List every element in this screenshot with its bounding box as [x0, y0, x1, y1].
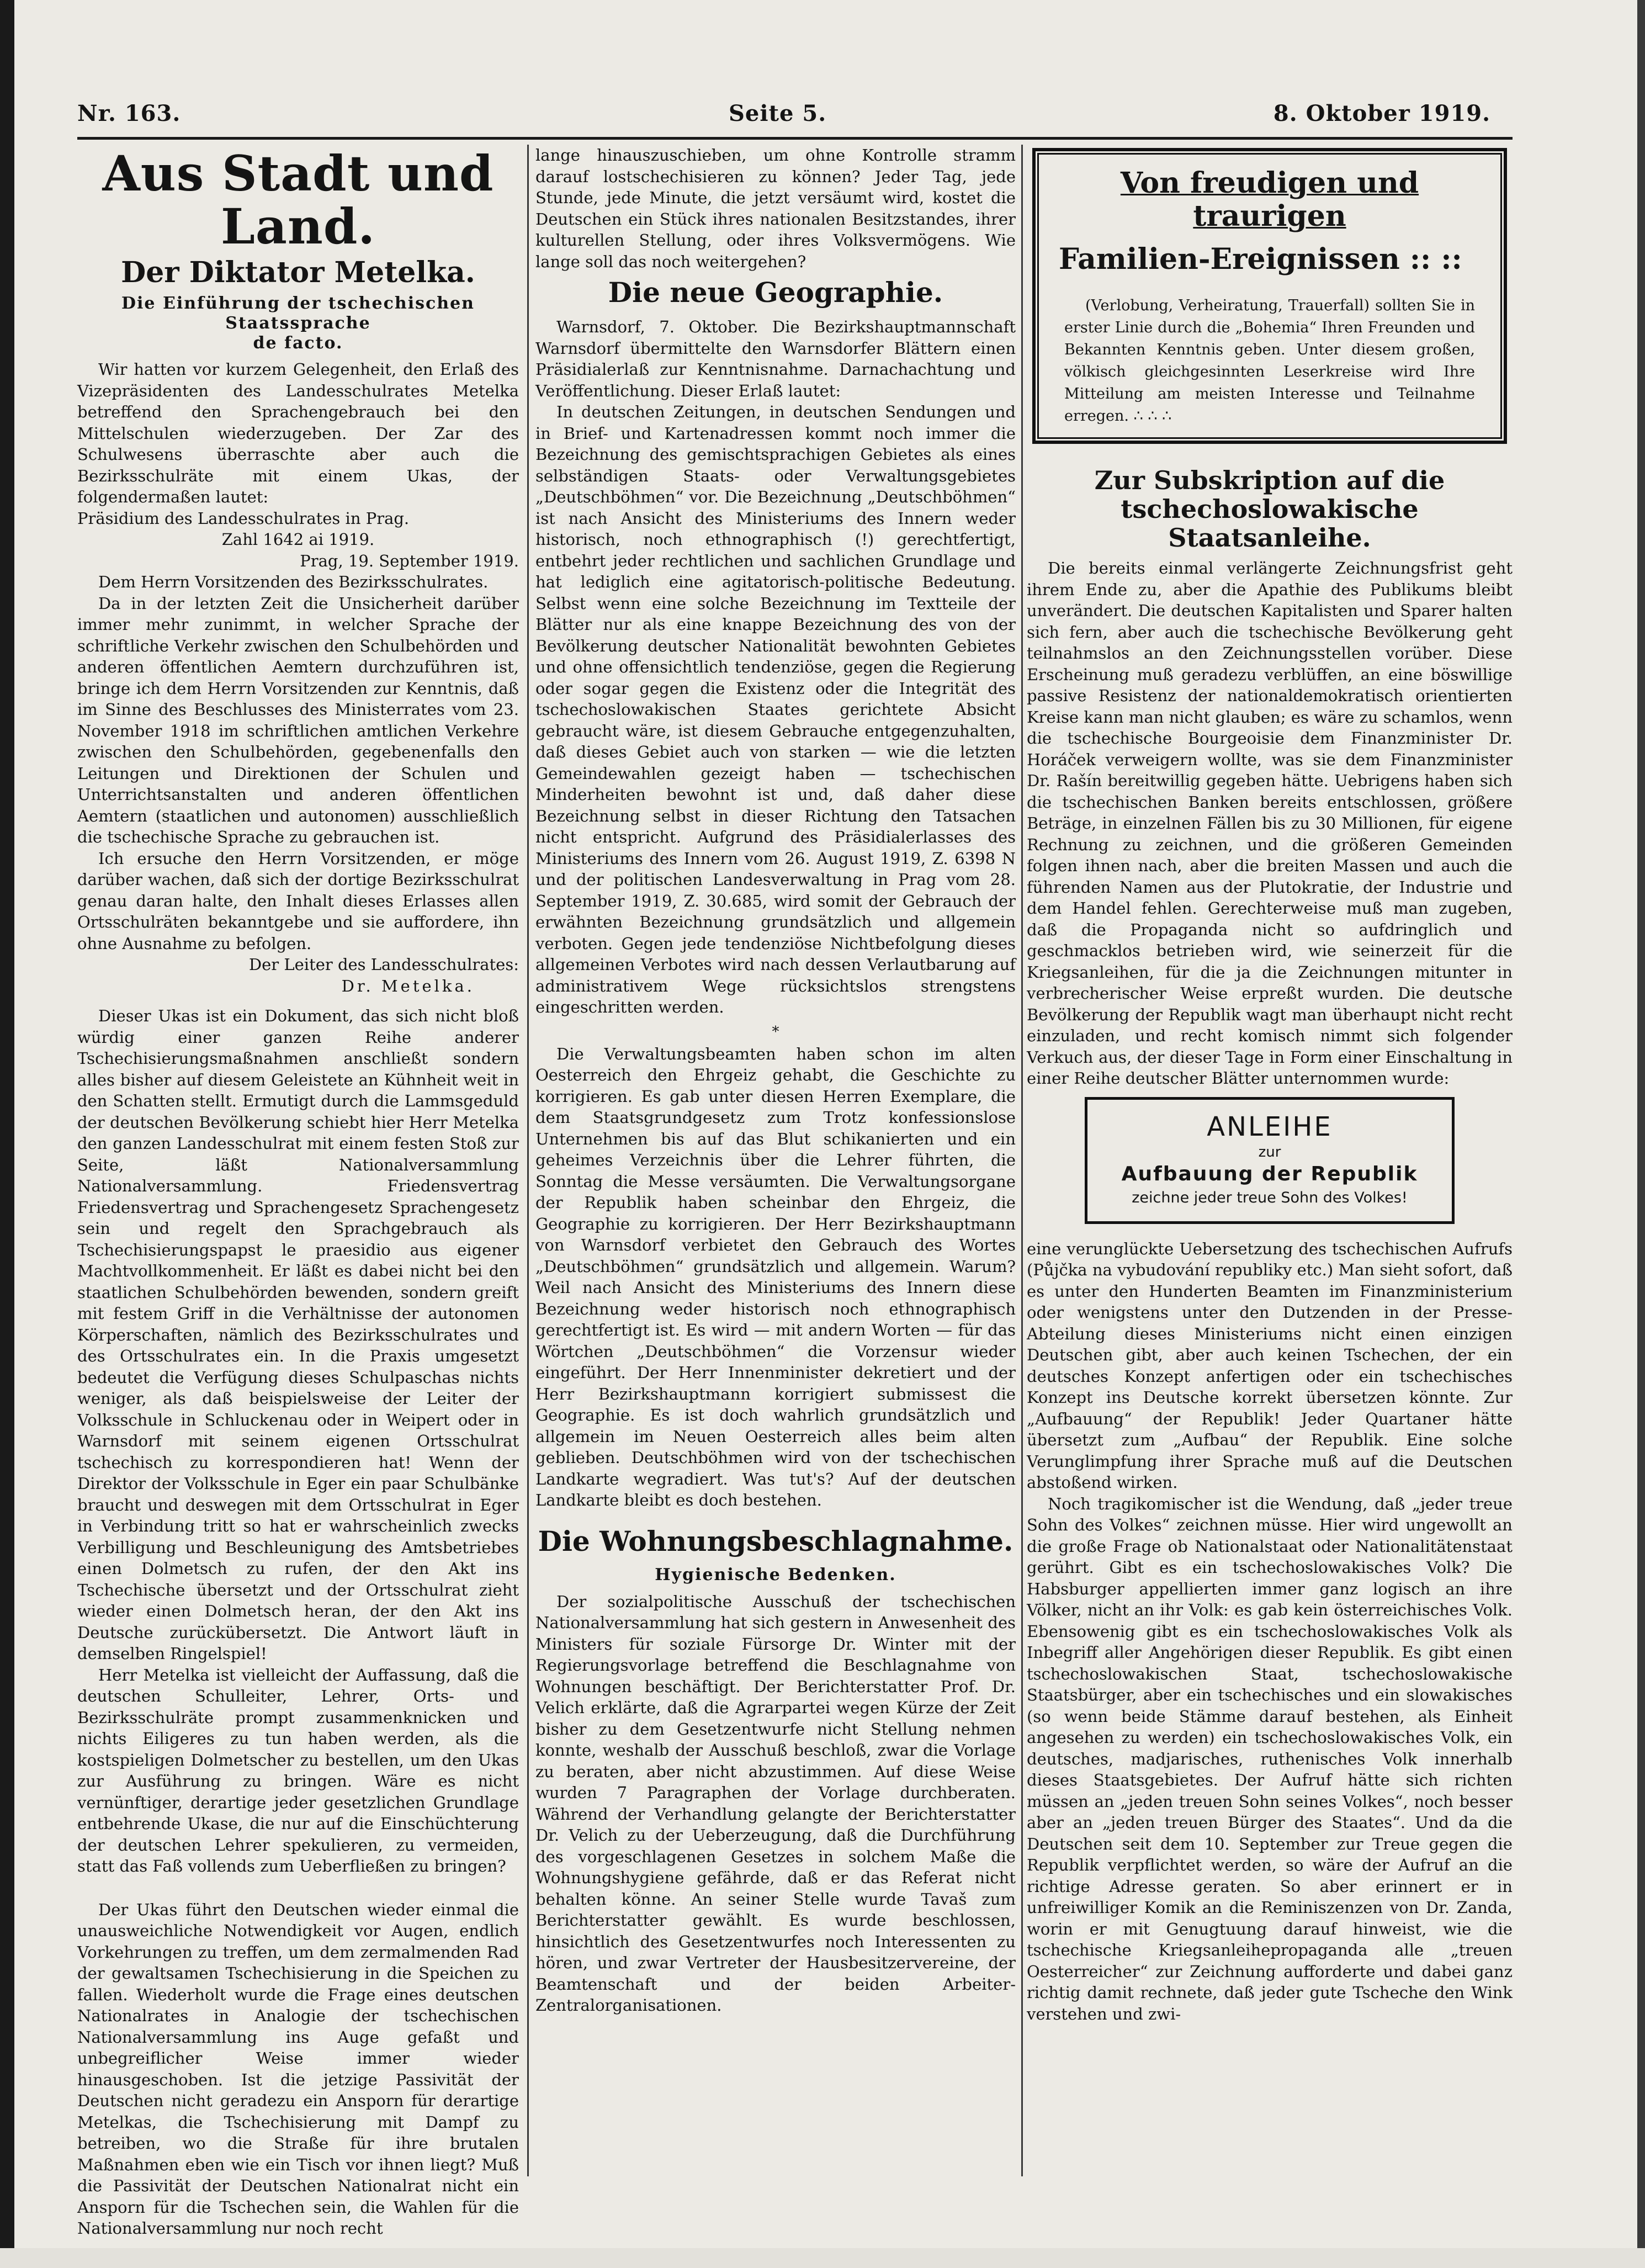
ad-word: zur	[1258, 1143, 1281, 1161]
page-edge-bottom	[0, 2248, 1645, 2268]
family-events-ad	[1032, 148, 1507, 444]
ad-call: zeichne jeder treue Sohn des Volkes!	[1132, 1189, 1408, 1206]
paragraph: eine verunglückte Uebersetzung des tschechischen Aufrufs (Půjčka na vybudování republiky etc.) Man sieht sofort, daß es unter den Hunderten Beamten im Finanzministerium oder wenigstens unter den Dutzenden in der Presse-Abteilung dieses Ministeriums nicht einen einzigen Deutschen gibt, aber auch keinen Tschechen, der ein deutsches Konzept anfertigen oder ein tschechisches Konzept ins Deutsche korrekt übersetzen könnte. Zur „Aufbauung“ der Republik! Jeder Quartaner hätte übersetzt zum „Aufbau“ der Republik. Eine solche Verunglimpfung ihrer Sprache muß auf die Deutschen abstoßend wirken.	[1027, 1239, 1513, 1492]
issue-date: 8. Oktober 1919.	[1273, 100, 1490, 126]
paragraph: In deutschen Zeitungen, in deutschen Sendungen und in Brief- und Kartenadressen kommt noch immer die Bezeichnung des gemischtsprachigen Gebietes als eines selbständigen Staats- oder Verwaltungsgebietes „Deutschböhmen“ vor. Die Bezeichnung „Deutschböhmen“ ist nach Ansicht des Ministeriums des Innern weder historisch, noch ethnographisch (!) gerechtfertigt, entbehrt jeder rechtlichen und sachlichen Grundlage und hat lediglich eine agitatorisch-politische Bedeutung. Selbst wenn eine solche Bezeichnung im Textteile der Blätter nur als eine knappe Bezeichnung des von der Bevölkerung deutscher Nationalität bewohnten Gebietes und ohne offensichtlich tendenziöse, gegen die Regierung oder sogar gegen die Existenz oder die Integrität des tschechoslowakischen Staates gerichtete Absicht gebraucht wäre, ist diesem Gebrauche entgegenzuhalten, daß dieses Gebiet auch von starken — wie die letzten Gemeindewahlen gezeigt haben — tschechischen Minderheiten bewohnt ist und, daß daher diese Bezeichnung selbst in dieser Richtung den Tatsachen nicht entspricht. Aufgrund des Präsidialerlasses des Ministeriums des Innern vom 26. August 1919, Z. 6398 N und der politischen Landesverwaltung in Prag vom 28. September 1919, Z. 30.685, wird somit der Gebrauch der erwähnten Bezeichnung grundsätzlich und allgemein verboten. Gegen jede tendenziöse Nichtbefolgung dieses allgemeinen Verbotes wird nach dessen Verlautbarung auf administrativem Wege rücksichtslos strengstens eingeschritten werden.	[535, 402, 1016, 1016]
signature-name: Dr. Metelka.	[341, 976, 475, 995]
decree-number: Zahl 1642 ai 1919.	[221, 530, 375, 549]
signature-line: Der Leiter des Landesschulrates:	[248, 955, 519, 974]
spacer	[77, 1877, 519, 1899]
page-edge-left	[0, 0, 14, 2268]
ad-text: (Verlobung, Verheiratung, Trauerfall) sollten Sie in erster Linie durch die „Bohemia“ Ihren Freunden und Bekannten Kenntnis geben. Unter diesem großen, völkisch gleichgesinnten Leserkreise wird Ihre Mitteilung am meisten Interesse und Teilnahme erregen. ∴ ∴ ∴	[1064, 297, 1475, 425]
section-title: Aus Stadt und Land.	[102, 145, 494, 255]
issue-number: Nr. 163.	[77, 100, 181, 126]
article-subtitle-2: de facto.	[253, 333, 343, 353]
column-rule-1	[527, 145, 529, 2176]
column-rule-2	[1021, 145, 1023, 2176]
decree-address: Dem Herrn Vorsitzenden des Bezirksschulrates.	[98, 573, 489, 591]
column-1	[77, 145, 519, 2238]
article-subtitle: Hygienische Bedenken.	[655, 1565, 896, 1585]
paragraph: Die Verwaltungsbeamten haben schon im alten Oesterreich den Ehrgeiz gehabt, die Geschichte zu korrigieren. Es gab unter diesen Herren Exemplare, die dem Staatsgrundgesetz zum Trotz konfessionslose Unternehmen bis auf das Blut schikanierten und ein geheimes Verzeichnis über die Lehrer führten, die Sonntag die Messe versäumten. Die Verwaltungsorgane der Republik haben scheinbar den Ehrgeiz, die Geographie zu korrigieren. Der Herr Bezirkshauptmann von Warnsdorf verbietet den Gebrauch des Wortes „Deutschböhmen“ grundsätzlich und allgemein. Warum? Weil nach Ansicht des Ministeriums des Innern diese Bezeichnung weder historisch noch ethnographisch gerechtfertigt ist. Es wird — mit andern Worten — für das Wörtchen „Deutschböhmen“ die Vorzensur wieder eingeführt. Der Herr Innenminister dekretiert und der Herr Bezirkshauptmann korrigiert submissest die Geographie. Es ist doch wahrlich grundsätzlich und allgemein im Neuen Oesterreich alles beim alten geblieben. Deutschböhmen wird von der tschechischen Landkarte wegradiert. Was tut's? Auf der deutschen Landkarte bleibt es doch bestehen.	[535, 1044, 1016, 1509]
page-edge-right	[1637, 0, 1645, 2268]
paragraph: Dieser Ukas ist ein Dokument, das sich nicht bloß würdig einer ganzen Reihe anderer Tschechisierungsmaßnahmen anschließt sondern alles bisher auf diesem Geleistete an Kühnheit weit in den Schatten stellt. Ermutigt durch die Lammsgeduld der deutschen Bevölkerung schiebt hier Herr Metelka den ganzen Landesschulrat mit einem festen Stoß zur Seite, läßt Nationalversammlung Nationalversammlung. Friedensvertrag Friedensvertrag und Sprachengesetz Sprachengesetz sein und regelt den Sprachgebrauch als Tschechisierungspapst le praesidio aus eigener Machtvollkommenheit. Er läßt es dabei nicht bei den staatlichen Schulbehörden bewenden, sondern greift mit festem Griff in die Verhältnisse der autonomen Körperschaften, nämlich des Bezirksschulrates und des Ortsschulrates ein. In die Praxis umgesetzt bedeutet die Verfügung dieses Schulpaschas nichts weniger, als daß beispielsweise der Leiter der Volksschule in Schluckenau oder in Weipert oder in Warnsdorf mit seinem eigenen Ortsschulrat tschechisch zu korrespondieren hat! Wenn der Direktor der Volksschule in Eger ein paar Schulbänke braucht und deswegen mit dem Ortsschulrat in Eger in Verbindung tritt so hat er wahrscheinlich zwecks Verbilligung und Beschleunigung des Amtsbetriebes einen Dolmetsch zu rufen, der den Akt ins Tschechische übersetzt und der Ortsschulrat zieht wieder einen Dolmetsch heran, der den Akt ins Deutsche zurückübersetzt. Die Antwort läuft in demselben Ringelspiel!	[77, 1006, 519, 1663]
column-2	[535, 145, 1016, 2187]
article-title: Die neue Geographie.	[608, 276, 943, 309]
article-subtitle: Die Einführung der tschechischen Staatssprache	[121, 294, 475, 333]
spacer	[77, 997, 519, 1005]
ad-slogan: Aufbauung der Republik	[1121, 1162, 1418, 1185]
paragraph: Noch tragikomischer ist die Wendung, daß „jeder treue Sohn des Volkes“ zeichnen müsse. Hier wird ungewollt an die große Frage ob Nationalstaat oder Nationalitätenstaat gerührt. Gibt es ein tschechoslowakisches Volk? Die Habsburger appellierten immer ganz logisch an ihre Völker, nicht an ihr Volk: es gab kein österreichisches Volk. Ebensowenig gibt es ein tschechoslowakisches Volk als Inbegriff aller Angehörigen dieser Republik. Es gibt einen tschechoslowakischen Staat, tschechoslowakische Staatsbürger, aber ein tschechisches und ein slowakisches (so wenn beide Stämme darauf bestehen, als Einheit angesehen zu werden) ein tschechoslowakisches Volk, ein deutsches, madjarisches, ruthenisches Volk innerhalb dieses Staatsgebietes. Der Aufruf hätte sich richten müssen an „jeden treuen Sohn seines Volkes“, noch besser aber an „jeden treuen Bürger des Staates“. Und da die Deutschen seit dem 10. September zur Treue gegen die Republik verpflichtet werden, so wäre der Aufruf an die richtige Adresse geraten. So aber erinnert er in unfreiwilliger Komik an die Reminiszenzen von Dr. Zanda, worin er mit Genugtuung darauf hinweist, wie die tschechische Kriegsanleihepropaganda alle „treuen Oesterreicher“ zur Zeichnung aufforderte und dabei ganz richtig damit rechnete, daß jeder gute Tscheche den Wink verstehen und zwi-	[1027, 1494, 1513, 2023]
page-header	[77, 100, 1490, 134]
paragraph: Warnsdorf, 7. Oktober. Die Bezirkshauptmannschaft Warnsdorf übermittelte den Warnsdorfer Blättern einen Präsidialerlaß zur Kenntnisnahme. Darnachachtung und Veröffentlichung. Dieser Erlaß lautet:	[535, 317, 1016, 400]
page-number: Seite 5.	[729, 100, 827, 126]
ad-title: Von freudigen und traurigen	[1120, 166, 1419, 233]
paragraph: Herr Metelka ist vielleicht der Auffassung, daß die deutschen Schulleiter, Lehrer, Orts- und Bezirksschulräte prompt zusammenknicken und nichts Eiligeres zu tun haben werden, als die kostspieligen Dolmetscher zu bestellen, um den Ukas zur Ausführung zu bringen. Wäre es nicht vernünftiger, derartige jeder gesetzlichen Grundlage entbehrende Ukase, die nur auf die Einschüchterung der deutschen Lehrer spekulieren, zu vermeiden, statt das Faß vollends zum Ueberfließen zu bringen?	[77, 1665, 519, 1875]
loan-advertisement	[1085, 1097, 1455, 1224]
paragraph: Die bereits einmal verlängerte Zeichnungsfrist geht ihrem Ende zu, aber die Apathie des Publikums bleibt unverändert. Die deutschen Kapitalisten und Sparer halten sich fern, aber auch die tschechische Bevölkerung geht teilnahmslos an den Zeichnungsstellen vorüber. Diese Erscheinung muß geradezu verblüffen, an eine böswillige passive Resistenz der nationaldemokratisch orientierten Kreise kann man nicht glauben; es wäre zu schamlos, wenn die tschechische Bourgeoisie dem Finanzminister Dr. Horáček verweigern wollte, was sie dem Finanzminister Dr. Rašín bereitwillig gegeben hätte. Uebrigens haben sich die tschechischen Banken bereits entschlossen, größere Beträge, in einzelnen Fällen bis zu 30 Millionen, für eigene Rechnung zu zeichnen, und die größeren Gemeinden folgen ihnen nach, aber die breiten Massen und auch die führenden Namen aus der Plutokratie, der Industrie und dem Handel fehlen. Gerechterweise muß man zugeben, daß die Propaganda nicht so aufdringlich und geschmacklos betrieben wird, wie seinerzeit für die Kriegsanleihen, für die ja die Zeichnungen mitunter in verbrecherischer Weise erpreßt wurden. Die deutsche Bevölkerung der Republik wagt man überhaupt nicht recht einzuladen, und recht komisch nimmt sich folgender Verkuch aus, der dieser Tage in Form einer Einschaltung in einer Reihe deutscher Blätter unternommen wurde:	[1027, 559, 1513, 1088]
article-title: Die Wohnungsbeschlagnahme.	[538, 1524, 1013, 1557]
decree-dateline: Prag, 19. September 1919.	[300, 551, 519, 570]
separator-asterisk: *	[772, 1023, 779, 1040]
decree-heading: Präsidium des Landesschulrates in Prag.	[77, 508, 410, 528]
header-rule	[77, 137, 1513, 140]
paragraph: lange hinauszuschieben, um ohne Kontrolle stramm darauf lostschechisieren zu können? Jeder Tag, jede Stunde, jede Minute, die jetzt versäumt wird, kostet die Deutschen ein Stück ihres nationalen Besitzstandes, ihrer kulturellen Stellung, oder ihres Volksvermögens. Wie lange soll das noch weitergehen?	[535, 146, 1016, 271]
ad-title-2: Familien-Ereignissen :: ::	[1059, 242, 1462, 276]
article-title: Zur Subskription auf die tschechoslowakische Staatsanleihe.	[1094, 465, 1445, 553]
ad-headline: ANLEIHE	[1207, 1111, 1333, 1142]
paragraph: Der Ukas führt den Deutschen wieder einmal die unausweichliche Notwendigkeit vor Augen, endlich Vorkehrungen zu treffen, um dem zermalmenden Rad der gewaltsamen Tschechisierung in die Speichen zu fallen. Wiederholt wurde die Frage eines deutschen Nationalrates in Analogie der tschechischen Nationalversammlung ins Auge gefaßt und unbegreiflicher Weise immer wieder hinausgeschoben. Ist die jetzige Passivität der Deutschen nicht geradezu ein Ansporn für derartige Metelkas, die Tschechisierung mit Dampf zu betreiben, wo die Straße für ihre brutalen Maßnahmen eben wie ein Tisch vor ihnen liegt? Muß die Passivität der Deutschen Nationalrat nicht ein Ansporn für die Tschechen sein, die Wahlen für die Nationalversammlung nur noch recht	[77, 1900, 519, 2238]
column-3	[1027, 145, 1513, 2187]
paragraph: Ich ersuche den Herrn Vorsitzenden, er möge darüber wachen, daß sich der dortige Bezirksschulrat genau daran halte, den Inhalt dieses Erlasses allen Ortsschulräten bekanntgebe und sie auffordere, ihn ohne Ausnahme zu befolgen.	[77, 849, 519, 953]
article-title: Der Diktator Metelka.	[121, 256, 475, 289]
paragraph: Der sozialpolitische Ausschuß der tschechischen Nationalversammlung hat sich gestern in Anwesenheit des Ministers für soziale Fürsorge Dr. Winter mit der Regierungsvorlage betreffend die Beschlagnahme von Wohnungen beschäftigt. Der Berichterstatter Prof. Dr. Velich erklärte, daß die Agrarpartei wegen Kürze der Zeit bisher zu dem Gesetzentwurfe nicht Stellung nehmen konnte, weshalb der Ausschuß beschloß, zwar die Vorlage zu beraten, aber nicht abzustimmen. Auf diese Weise wurden 7 Paragraphen der Vorlage durchberaten. Während der Verhandlung gelangte der Berichterstatter Dr. Velich zu der Ueberzeugung, daß die Durchführung des vorgeschlagenen Gesetzes in solchem Maße die Wohnungshygiene gefährde, daß er das Referat nicht behalten könne. An seiner Stelle wurde Tavaš zum Berichterstatter gewählt. Es wurde beschlossen, hinsichtlich des Gesetzentwurfes noch Interessenten zu hören, und zwar Vertreter der Hausbesitzervereine, der Beamtenschaft und der beiden Arbeiter-Zentralorganisationen.	[535, 1592, 1016, 2015]
paragraph: Da in der letzten Zeit die Unsicherheit darüber immer mehr zunimmt, in welcher Sprache der schriftliche Verkehr zwischen den Schulbehörden und anderen öffentlichen Aemtern durchzuführen ist, bringe ich dem Herrn Vorsitzenden zur Kenntnis, daß im Sinne des Beschlusses des Ministerrates vom 23. November 1918 im schriftlichen amtlichen Verkehre zwischen den Schulbehörden, gegebenenfalls den Leitungen und Direktionen der Schulen und Unterrichtsanstalten und anderen öffentlichen Aemtern (staatlichen und autonomen) ausschließlich die tschechische Sprache zu gebrauchen ist.	[77, 594, 519, 846]
paragraph: Wir hatten vor kurzem Gelegenheit, den Erlaß des Vizepräsidenten des Landesschulrates Metelka betreffend den Sprachengebrauch bei den Mittelschulen wiederzugeben. Der Zar des Schulwesens überraschte aber auch die Bezirksschulräte mit einem Ukas, der folgendermaßen lautet:	[77, 360, 519, 506]
